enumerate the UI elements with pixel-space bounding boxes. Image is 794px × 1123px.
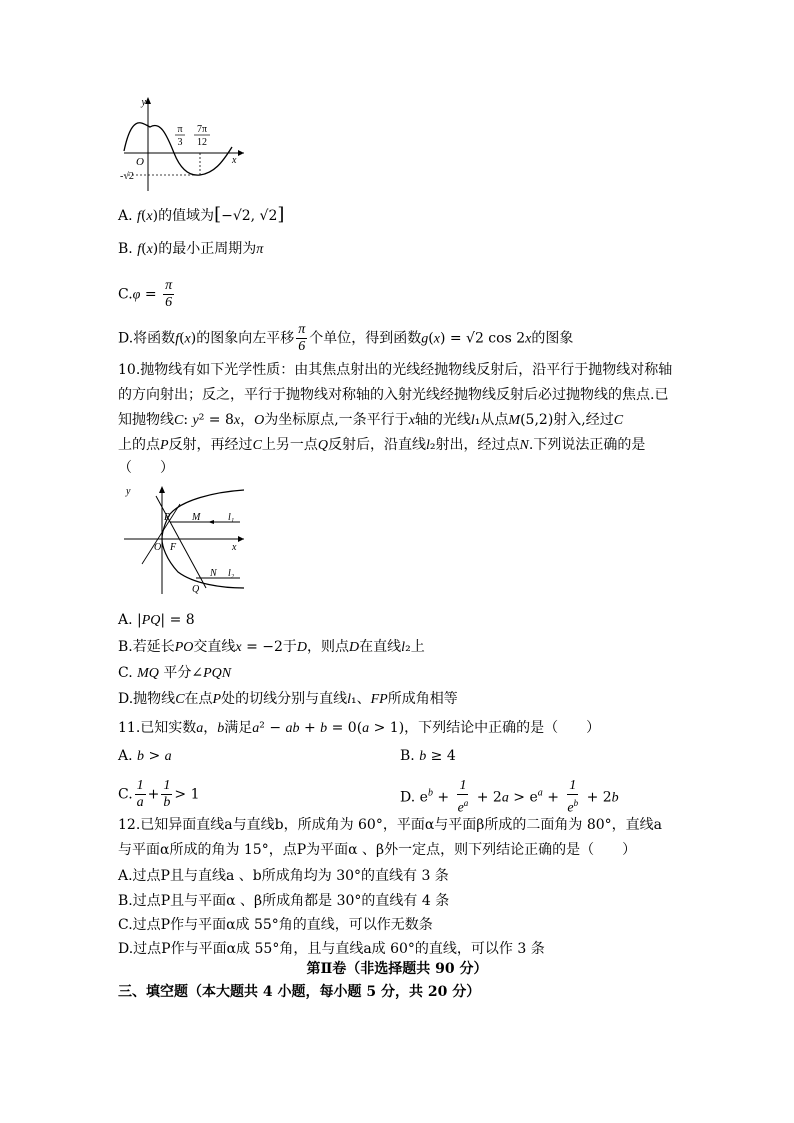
parabola-figure: [122, 484, 247, 596]
q10-line-1: 10.抛物线有如下光学性质：由其焦点射出的光线经抛物线反射后，沿平行于抛物线对称轴: [118, 362, 673, 378]
fig1-origin-label: O: [136, 156, 144, 168]
fig2-l1-label: l₁: [228, 512, 235, 523]
q11-option-a: A. b > a: [118, 748, 172, 764]
fig1-y-label: y: [141, 97, 146, 108]
q10-option-a: A. |PQ| = 8: [118, 612, 195, 628]
q12-option-a: A.过点P且与直线a 、b所成角均为 30°的直线有 3 条: [118, 868, 449, 884]
section-3-title: 三、填空题（本大题共 4 小题，每小题 5 分，共 20 分）: [118, 984, 481, 1000]
q10-line-4: 上的点P反射，再经过C上另一点Q反射后，沿直线l₂射出，经过点N.下列说法正确的是: [118, 437, 646, 453]
q11-stem: 11.已知实数a，b满足a² − ab + b = 0(a > 1)，下列结论中正确的是（ ）: [118, 720, 601, 736]
q10-line-3: 知抛物线C: y² = 8x，O为坐标原点,一条平行于x轴的光线l₁从点M(5,2)射入,经过C: [118, 412, 624, 428]
q9-option-b: B. f(x)的最小正周期为π: [118, 241, 264, 257]
fig2-l2-label: l₂: [228, 568, 235, 579]
q12-line-1: 12.已知异面直线a与直线b，所成角为 60°，平面α与平面β所成的二面角为 80°，直线a: [118, 817, 662, 833]
fig2-f-label: F: [170, 542, 177, 553]
q9-option-c: C.φ = $\frac{\pi}{6}$: [118, 278, 173, 310]
fig2-n-label: N: [210, 568, 217, 579]
q9-option-a: A. f(x)的值域为[−√2, √2]: [118, 204, 285, 225]
part-ii-title: 第Ⅱ卷（非选择题共 90 分）: [306, 961, 488, 977]
fig2-m-label: M: [192, 512, 201, 523]
fig1-7pi12-num: 7π: [196, 124, 208, 135]
q10-line-2: 的方向射出；反之，平行于抛物线对称轴的入射光线经抛物线反射后必过抛物线的焦点.已: [118, 387, 669, 403]
fig2-p-label: P: [164, 512, 171, 523]
q12-line-2: 与平面α所成的角为 15°，点P为平面α 、β外一定点，则下列结论正确的是（ ）: [118, 842, 637, 858]
fig2-x-label: x: [232, 542, 237, 553]
q10-option-c: C. MQ 平分∠PQN: [118, 665, 232, 681]
fig1-pi3-num: π: [177, 124, 183, 135]
q11-option-c: C. $\frac{1}{a}$ + $\frac{1}{b}$ > 1: [118, 778, 200, 810]
fig1-7pi12-den: 12: [197, 137, 207, 148]
q12-option-d: D.过点P作与平面α成 55°角，且与直线a成 60°的直线，可以作 3 条: [118, 941, 545, 957]
q11-option-b: B. b ≥ 4: [400, 748, 456, 764]
fig1-x-label: x: [232, 155, 237, 166]
q9-option-d: D.将函数f(x)的图象向左平移 $\frac{\pi}{6}$ 个单位，得到函数g(x) = √2 cos 2x的图象: [118, 322, 574, 354]
fig1-neg-root2-label: -√2: [120, 171, 134, 182]
q12-option-b: B.过点P且与平面α 、β所成角都是 30°的直线有 4 条: [118, 893, 450, 909]
q11-option-d: D. $e^b$ + $\frac{1}{e^a}$ + $2a > e^a$ + $\frac{1}{e^b}$ + 2b: [400, 778, 619, 816]
fig2-y-label: y: [126, 486, 131, 497]
q10-option-d: D.抛物线C在点P处的切线分别与直线l₁、FP所成角相等: [118, 691, 458, 707]
fig2-q-label: Q: [192, 584, 200, 595]
fig2-o-label: O: [154, 542, 162, 553]
q12-option-c: C.过点P作与平面α成 55°角的直线，可以作无数条: [118, 917, 433, 933]
q10-option-b: B.若延长PO交直线x = −2于D，则点D在直线l₂上: [118, 639, 425, 655]
q10-answer-paren: （ ）: [118, 460, 174, 476]
fig1-pi3-den: 3: [177, 137, 183, 148]
sine-graph-figure: [118, 93, 248, 193]
